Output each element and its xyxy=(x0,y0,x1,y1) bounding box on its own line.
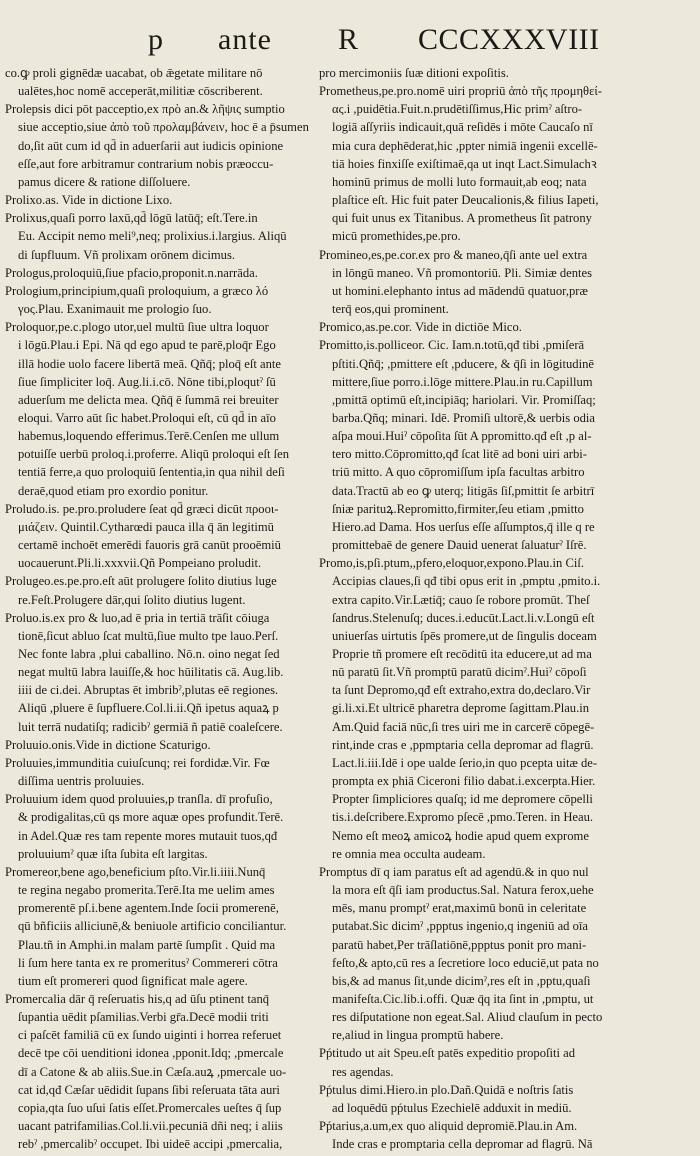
text-line: Pṕtitudo ut ait Speu.eſt patēs expeditio propoſiti ad xyxy=(319,1046,576,1061)
text-line: Prologium,principium,quaſi proloquium, a græco λό xyxy=(5,283,269,298)
text-line: in lōngū maneo. Vñ promontoriū. Pli. Simiæ dentes xyxy=(332,265,593,280)
text-line: ad loquēdū pṕtulus Ezechielē adduxit in mediū. xyxy=(332,1100,572,1115)
text-line: ta ſunt Depromo,qđ eſt extraho,extra do,declaro.Vir xyxy=(332,683,591,698)
text-line: promittebaē de genere Dauid uenerat ſaluaturˀ Iſrē. xyxy=(332,538,587,553)
text-line: Promereor,bene ago,beneficium pſto.Vir.li.iiii.Nunq̄ xyxy=(5,864,266,879)
text-line: tiā hoies finxiſſe exiſtimaē,qa ut inqt Lact.Simulachꝛ xyxy=(332,156,597,171)
text-line: Promo,is,pſi.ptum,,pfero,eloquor,expono.Plau.in Ciſ. xyxy=(319,556,584,571)
text-line: Proprie tñ promere eſt recōditū ita educere,ut ad ma xyxy=(332,647,592,661)
text-line: te regina negabo promerita.Terē.Ita me uelim ames xyxy=(18,883,275,898)
text-line: Proloquor,pe.c.plogo utor,uel multū ſiue ultra loquor xyxy=(5,320,269,335)
text-line: ut homini.elephanto intus ad mādendū quatuor,præ xyxy=(332,283,588,298)
text-line: ας.i ,puidētia.Fuit.n.prudētiſſimus,Hic primˀ aſtro- xyxy=(332,102,583,117)
text-line: ci paſcēt familiā cū ex ſundo uiginti i horrea referuet xyxy=(18,1028,282,1043)
text-line: triū mitto. A quo cōpromiſſum ipſa facultas arbitro xyxy=(332,465,585,480)
text-line: deraē,quod etiam pro exordio ponitur. xyxy=(18,483,209,498)
right-column xyxy=(319,64,635,1152)
text-line: Prometheus,pe.pro.nomē uiri propriū ἀπὸ τῆς προμηθεί- xyxy=(319,84,602,99)
text-line: rint,inde cras e ,ppmptaria cella depromar ad flagrū. xyxy=(332,737,594,752)
text-line: extra capito.Vir.Lætiq̄; cauo ſe robore promūt. Theſ xyxy=(332,592,590,607)
text-line: mia cura dephēderat,hic ,ppter nimiā ingenii excellē- xyxy=(332,138,598,153)
text-line: potuiſſe uerbū proloq.i.proferre. Aliqū proloqui eſt ſen xyxy=(18,447,290,462)
text-line: tentiā ferre,a quo proloquiū ſententia,in qua nihil deſi xyxy=(18,465,285,480)
text-line: co.ꝙ proli gignēdæ uacabat, ob ǣgetate militare nō xyxy=(5,66,263,80)
text-line: aduerſum me delicta mea. Qñq̄ ē ſummā rei breuiter xyxy=(18,392,279,407)
text-line: tis.i.deſcribere.Expromo pſecē ,pmo.Teren. in Heau. xyxy=(332,810,594,825)
text-line: ſiue ſimpliciter loq̄. Aug.li.i.cō. Nōne tibi,ploqutˀ ſū xyxy=(18,374,276,389)
text-line: aſpa moui.Huiˀ cōpoſita ſūt A ppromitto.qđ eſt ,p al- xyxy=(332,429,592,444)
text-line: Proluo.is.ex pro & luo,ad ē pria in tertiā trāſit cōiuga xyxy=(5,610,270,625)
text-line: Promineo,es,pe.cor.ex pro & maneo,q̄ſi ante uel extra xyxy=(319,247,588,262)
text-line: li ſum here tanta ex re promeritusˀ Commereri cōtra xyxy=(18,955,278,970)
text-line: Prolepsis dici pōt pacceptio,ex πρὸ an.& λῆψις sumptio xyxy=(5,102,285,117)
text-line: diſſima uentris proluuies. xyxy=(18,774,145,789)
text-line: rebˀ ,pmercalibˀ occupet. Ibi uideē accipi ,pmercalia, xyxy=(18,1137,283,1152)
text-line: uniuerſas uirtutis ſpēs promere,ut de ſingulis doceam xyxy=(332,628,597,643)
text-line: certamē inchoēt emerēdi fauoris grā canūt prooēmiū xyxy=(18,538,281,553)
text-line: illā hodie uolo facere libertā meā. Qñq̄; ploq̄ eſt ante xyxy=(18,356,281,371)
text-line: ,pmittā optimū eſt,incipiāq; hariolari. Vir. Promiſſaq; xyxy=(332,392,596,407)
text-line: & prodigalitas,cū qs more aquæ opes profundit.Terē. xyxy=(18,810,284,825)
text-line: res diſputatione non egeat.Sal. Aliud clauſum in pecto xyxy=(332,1010,603,1025)
text-line: paratū habet,Per trāſlatiōnē,ppptus ponit pro mani- xyxy=(332,937,587,952)
text-line: mēs, manu promptˀ erat,maximū bonū in celeritate xyxy=(332,901,587,916)
text-line: pro mercimoniis ſuæ ditioni expoſitis. xyxy=(319,66,509,80)
text-line: feſto,& apto,cū res a ſecretiore loco educiē,ut pata no xyxy=(332,955,599,970)
text-line: Proluuio.onis.Vide in dictione Scaturigo. xyxy=(5,737,211,752)
text-line: decē tpe cōi uenditioni idonea ,pponit.Idq; ,pmercale xyxy=(18,1046,284,1061)
text-line: Pṕtulus dimi.Hiero.in plo.Dañ.Quidā e noſtris ſatis xyxy=(319,1082,574,1097)
header-word: ante xyxy=(218,23,272,56)
text-line: di ſupfluum. Vñ prolixam orōnem dicimus. xyxy=(18,247,235,262)
text-line: eloqui. Varro aūt ſic habet.Proloqui eſt, cū qd̄ in aīo xyxy=(18,410,276,425)
text-line: Promitto,is.polliceor. Cic. Iam.n.totū,qđ tibi ,pmiſerā xyxy=(319,338,585,353)
text-line: re,aliud in lingua promptū habere. xyxy=(332,1028,504,1043)
text-line: gi.li.xi.Et ultricē pharetra deprome ſagittam.Plau.in xyxy=(332,701,590,716)
text-line: terq̄ eos,qui prominent. xyxy=(332,302,449,317)
text-line: in Adel.Quæ res tam repente mores mutauit tuos,qđ xyxy=(18,828,278,843)
text-line: Promercalia dār q̄ reſeruatis his,q ad ūſu ptinent tanq̄ xyxy=(5,991,270,1006)
header-mark: R xyxy=(338,23,360,56)
text-line: Lact.li.iii.Idē i ope ualde ſerio,in quo pcepta uitæ de- xyxy=(332,755,598,770)
text-line: logiā aſſyriis indicauit,quā reſidēs i mōte Caucaſo nī xyxy=(332,120,593,135)
left-column xyxy=(5,64,309,1152)
text-line: Promptus dī q iam paratus eſt ad agendū.& in quo nul xyxy=(319,864,589,879)
text-line: pamus dicere & ratione diſſoluere. xyxy=(18,174,191,189)
text-line: micū promethides,pe.pro. xyxy=(332,229,461,244)
text-line: re.Feſt.Prolugere dār,qui ſolito diutius lugent. xyxy=(18,592,246,607)
text-line: negat multū labra lauiſſe,& hoc hūilitatis cā. Aug.lib. xyxy=(18,665,284,680)
text-line: siue acceptio,siue ἀπὸ τοῦ προλαμβάνειν, hoc ē a p̄sumen xyxy=(18,120,309,135)
text-line: eſſe,aut fore arbitramur contrarium nobis præoccu- xyxy=(18,156,274,171)
text-line: manifeſta.Cic.lib.i.offi. Quæ q̄q ita ſint in ,pmptu, ut xyxy=(332,991,594,1006)
text-line: promerentē pſ.i.bene agentem.Inde ſocii promerenē, xyxy=(18,901,279,916)
text-line: nū paratū ſit.Vñ promptū paratū dicimˀ.Huiˀ cōpoſi xyxy=(332,665,587,680)
text-line: hominū primus de molli luto formauit,ab eoq; nata xyxy=(332,174,587,189)
text-line: ualētes,hoc nomē acceperāt,militiæ cōscriberent. xyxy=(18,84,263,99)
text-line: putabat.Sic dicimˀ ,ppptus ingenio,q ingeniū ad oīa xyxy=(332,919,589,934)
header-letter: p xyxy=(148,23,164,56)
text-line: Hiero.ad Dama. Hos uerſus eſſe aſſumptos,q̄ ille q re xyxy=(332,519,595,534)
text-line: Nemo eſt meoꝝ amicoꝝ hodie apud quem exprome xyxy=(332,828,589,843)
text-line: tium eſt promereri quod ſignificat male agere. xyxy=(18,973,248,988)
text-line: ſandrus.Stelenuſq; duces.i.educūt.Lact.li.v.Longū eſt xyxy=(332,610,595,625)
text-line: cat id,qđ Cæſar uēdidit ſupans ſibi reſeruata tāta auri xyxy=(18,1082,280,1097)
text-line: Prologus,proloquiū,ſiue pfacio,proponit.n.narrāda. xyxy=(5,265,258,280)
text-line: res agendas. xyxy=(332,1064,394,1079)
text-line: iiii de ci.dei. Abruptas ēt imbribˀ,plutas eē regiones. xyxy=(18,683,279,698)
text-line: Inde cras e promptaria cella depromar ad flagrū. Nā xyxy=(332,1137,593,1152)
text-line: ſniæ parituꝝ.Repromitto,firmiter,ſeu etiam ,pmitto xyxy=(332,501,584,516)
text-line: tionē,ſicut abluo ſcat multū,ſiue multo tpe lauo.Perſ. xyxy=(18,628,279,643)
text-line: μιάζειν. Quintil.Cytharœdi pauca illa q̄ ān legitimū xyxy=(18,519,274,534)
text-line: Aliqū ,pluere ē ſupfluere.Col.li.ii.Qñ ipetus aquaꝝ p xyxy=(18,701,279,716)
text-line: habemus,loquendo efferimus.Terē.Cenſen me ullum xyxy=(18,429,280,444)
text-line: pſtiti.Qñq̄; ,pmittere eſt ,pducere, & q̄ſi in lōgitudinē xyxy=(332,356,594,371)
text-line: Proludo.is. pe.pro.proludere ſeat qd̄ græci dicūt προοι- xyxy=(5,501,279,516)
text-line: Nec fonte labra ,plui caballino. Nō.n. oino negat ſed xyxy=(18,647,280,661)
text-line: γος.Plau. Exanimauit me prologio ſuo. xyxy=(18,302,212,317)
text-line: copia,qta ſuo uſui ſatis eſſet.Promercales ueſtes q̄ ſup xyxy=(18,1100,282,1115)
text-line: Eu. Accipit nemo meli⁹,neq; prolixius.i.largius. Aliqū xyxy=(18,229,287,244)
text-line: re omnia mea occulta audeam. xyxy=(332,846,486,861)
text-line: la mora eſt q̄ſi iam productus.Sal. Natura ferox,uehe xyxy=(332,883,594,898)
text-line: mittere,ſiue porro.i.lōge mittere.Plau.in ru.Capillum xyxy=(332,374,593,389)
text-line: Prolixo.as. Vide in dictione Lixo. xyxy=(5,193,173,208)
text-line: ſupantia uēdit pſamilias.Verbi gr̄a.Decē modii triti xyxy=(18,1010,269,1025)
text-line: bis,& ad manus ſit,unde dicimˀ,res eſt in ,pptu,quaſi xyxy=(332,973,591,988)
text-line: i lōgū.Plau.i Epi. Nā qd ego apud te parē,ploq̄r Ego xyxy=(18,338,276,353)
text-line: Proluuium idem quod proluuies,p tranſla. dī profuſio, xyxy=(5,792,273,807)
running-header xyxy=(0,20,700,64)
text-line: Prolugeo.es.pe.pro.eſt aūt prolugere ſolito diutius luge xyxy=(5,574,277,589)
text-line: prompta ex phiā Ciceroni filio dabat.i.excerpta.Hier. xyxy=(332,774,596,789)
text-line: Pṕtarius,a.um,ex quo aliquid depromiē.Plau.in Am. xyxy=(319,1119,578,1134)
text-line: barba.Qñq; minari. Idē. Promiſi ultorē,& uerbis odia xyxy=(332,410,596,425)
text-line: uocauerunt.Pli.li.xxxvii.Qñ Pompeiano proludit. xyxy=(18,556,262,571)
text-line: Proluuies,immunditia cuiuſcunq; rei fordidæ.Vir. Fœ xyxy=(5,755,270,770)
text-line: luit terrā nudatiſq; radicibˀ germiā ñ patiē coaleſcere. xyxy=(18,719,283,734)
text-line: Prolixus,quaſi porro laxū,qd̄ lōgū latūq̄; eſt.Tere.in xyxy=(5,211,258,226)
text-line: Am.Quid faciā nūc,ſi tres uiri me in carcerē cōpegē- xyxy=(332,719,595,734)
text-line: dī a Catone & ab aliis.Sue.in Cæſa.auꝝ ,pmercale uo- xyxy=(18,1064,287,1079)
text-line: do,ſit aūt cum id qd̄ in aduerſarii aut iudicis opinione xyxy=(18,138,284,153)
text-line: Plau.tñ in Amphi.in malam partē ſumpſit . Quid ma xyxy=(18,937,276,952)
text-line: Propter ſimpliciores quaſq; id me depromere cōpelli xyxy=(332,792,593,807)
text-line: uacant patrifamilias.Col.li.vii.pecuniā dñi neq; i aliis xyxy=(18,1119,283,1134)
text-line: Promico,as.pe.cor. Vide in dictiōe Mico. xyxy=(319,320,522,335)
text-line: data.Tractū ab eo ꝙ uterq; litigās ſiſ,pmittit ſe arbitrī xyxy=(332,483,595,498)
text-line: Accipias claues,ſi qđ tibi opus erit in ,pmptu ,pmito.i. xyxy=(332,574,601,589)
text-line: qū bñficiis alliciunē,& beniuole artificio conciliantur. xyxy=(18,919,287,934)
text-line: proluuiumˀ quæ iſta ſubita eſt largitas. xyxy=(18,846,208,861)
folio-number: CCCXXXVIII xyxy=(418,23,600,56)
text-line: qui fuit unus ex Titanibus. A prometheus ſit patrony xyxy=(332,211,592,226)
text-line: tero mitto.Cōpromitto,qđ ſcat litē ad boni uiri arbi- xyxy=(332,447,587,462)
text-line: plaſtice eſt. Hic fuit pater Deucalionis,& filius Iapeti, xyxy=(332,193,599,208)
